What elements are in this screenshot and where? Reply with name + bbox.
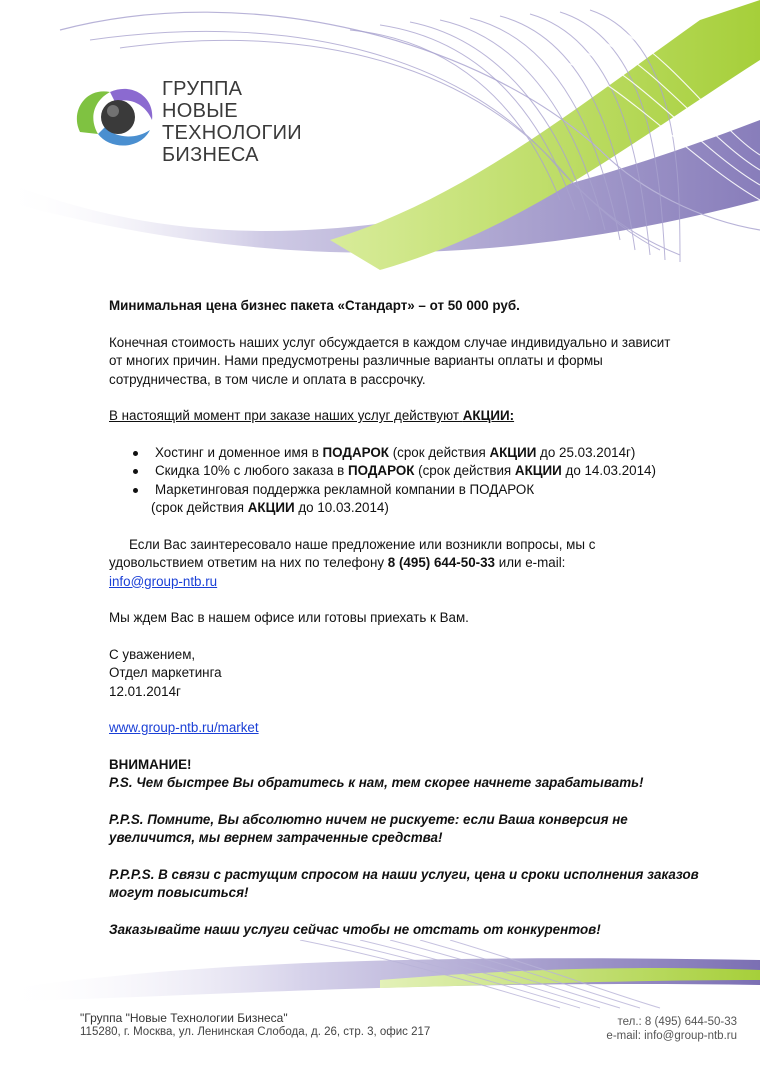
- ps-line: P.S. Чем быстрее Вы обратитесь к нам, тем скорее начнете зарабатывать!: [109, 775, 644, 790]
- footer-company-name: "Группа "Новые Технологии Бизнеса": [80, 1011, 288, 1025]
- bullet-icon: [133, 488, 138, 493]
- bullet2-text-a: Скидка 10% с любого заказа в: [155, 463, 348, 478]
- footer-contacts: [606, 1015, 737, 1043]
- headline: Минимальная цена бизнес пакета «Стандарт» – от 50 000 руб.: [109, 298, 520, 313]
- bullet1-gift: ПОДАРОК: [322, 444, 389, 460]
- bullet-icon: [133, 469, 138, 474]
- promo-intro-text: В настоящий момент при заказе наших услуг действуют: [109, 408, 463, 423]
- bullet3-terms: [109, 499, 709, 518]
- bullet2-promo: АКЦИИ: [514, 463, 562, 478]
- footer-phone: тел.: 8 (495) 644-50-33: [617, 1016, 737, 1028]
- contact-text: удовольствием ответим на них по телефону: [109, 555, 388, 570]
- bullet1-promo: АКЦИИ: [489, 444, 537, 460]
- intro-line-2: от многих причин. Нами предусмотрены различные варианты оплаты и формы: [109, 353, 603, 368]
- footer-company-block: [80, 1011, 430, 1039]
- promo-intro: [109, 407, 709, 426]
- promo-word: АКЦИИ:: [462, 408, 515, 423]
- contact-phone: 8 (495) 644-50-33: [387, 555, 495, 570]
- bullet2-date: до 14.03.2014): [561, 463, 656, 478]
- bullet1-text-a: Хостинг и доменное имя в: [155, 444, 323, 460]
- bullet3-promo: АКЦИИ: [247, 500, 295, 515]
- bullet-icon: [133, 451, 138, 456]
- footer-address: 115280, г. Москва, ул. Ленинская Слобода, д. 26, стр. 3, офис 217: [80, 1026, 431, 1038]
- brand-line-2: НОВЫЕ: [162, 100, 238, 122]
- contact-line-2: [109, 554, 709, 573]
- company-logo: [70, 72, 165, 157]
- brand-line-1: ГРУППА: [162, 78, 243, 100]
- pps-line-2: увеличится, мы вернем затраченные средства!: [109, 830, 443, 845]
- contact-email-label: или e-mail:: [495, 555, 566, 570]
- list-item: [109, 481, 709, 500]
- signature-date: 12.01.2014г: [109, 683, 181, 699]
- bullet3-terms-a: (срок действия: [151, 500, 248, 515]
- final-call: Заказывайте наши услуги сейчас чтобы не отстать от конкурентов!: [109, 921, 601, 937]
- site-link[interactable]: www.group-ntb.ru/market: [109, 720, 259, 735]
- brand-line-3: ТЕХНОЛОГИИ: [162, 122, 302, 144]
- contact-email-link[interactable]: info@group-ntb.ru: [109, 573, 218, 589]
- bullet2-text-c: (срок действия: [414, 463, 515, 478]
- ppps-line-1: P.P.P.S. В связи с растущим спросом на наши услуги, цена и сроки исполнения заказов: [109, 866, 699, 882]
- letter-body: [109, 297, 709, 939]
- pps-line-1: P.P.S. Помните, Вы абсолютно ничем не рискуете: если Ваша конверсия не: [109, 811, 628, 827]
- list-item: [109, 444, 709, 463]
- brand-line-4: БИЗНЕСА: [162, 144, 259, 166]
- contact-line-1: Если Вас заинтересовало наше предложение или возникли вопросы, мы с: [129, 536, 596, 552]
- intro-line-3: сотрудничества, в том числе и оплата в рассрочку.: [109, 371, 426, 387]
- signature-department: Отдел маркетинга: [109, 665, 222, 680]
- footer-swoosh-graphic: [0, 940, 760, 1010]
- office-line: Мы ждем Вас в нашем офисе или готовы приехать к Вам.: [109, 610, 469, 625]
- bullet3-text: Маркетинговая поддержка рекламной компании в ПОДАРОК: [155, 481, 535, 497]
- footer-email: e-mail: info@group-ntb.ru: [606, 1030, 737, 1042]
- list-item: [109, 462, 709, 481]
- signature-regards: С уважением,: [109, 646, 196, 662]
- bullet3-date: до 10.03.2014): [294, 500, 389, 515]
- brand-name: [162, 78, 302, 166]
- bullet1-date: до 25.03.2014г): [536, 444, 636, 460]
- ppps-line-2: могут повыситься!: [109, 885, 249, 900]
- promo-list: [109, 444, 709, 500]
- attention-heading: ВНИМАНИЕ!: [109, 756, 192, 772]
- bullet1-text-c: (срок действия: [388, 444, 490, 460]
- bullet2-gift: ПОДАРОК: [348, 463, 415, 478]
- intro-line-1: Конечная стоимость наших услуг обсуждается в каждом случае индивидуально и зависит: [109, 334, 671, 350]
